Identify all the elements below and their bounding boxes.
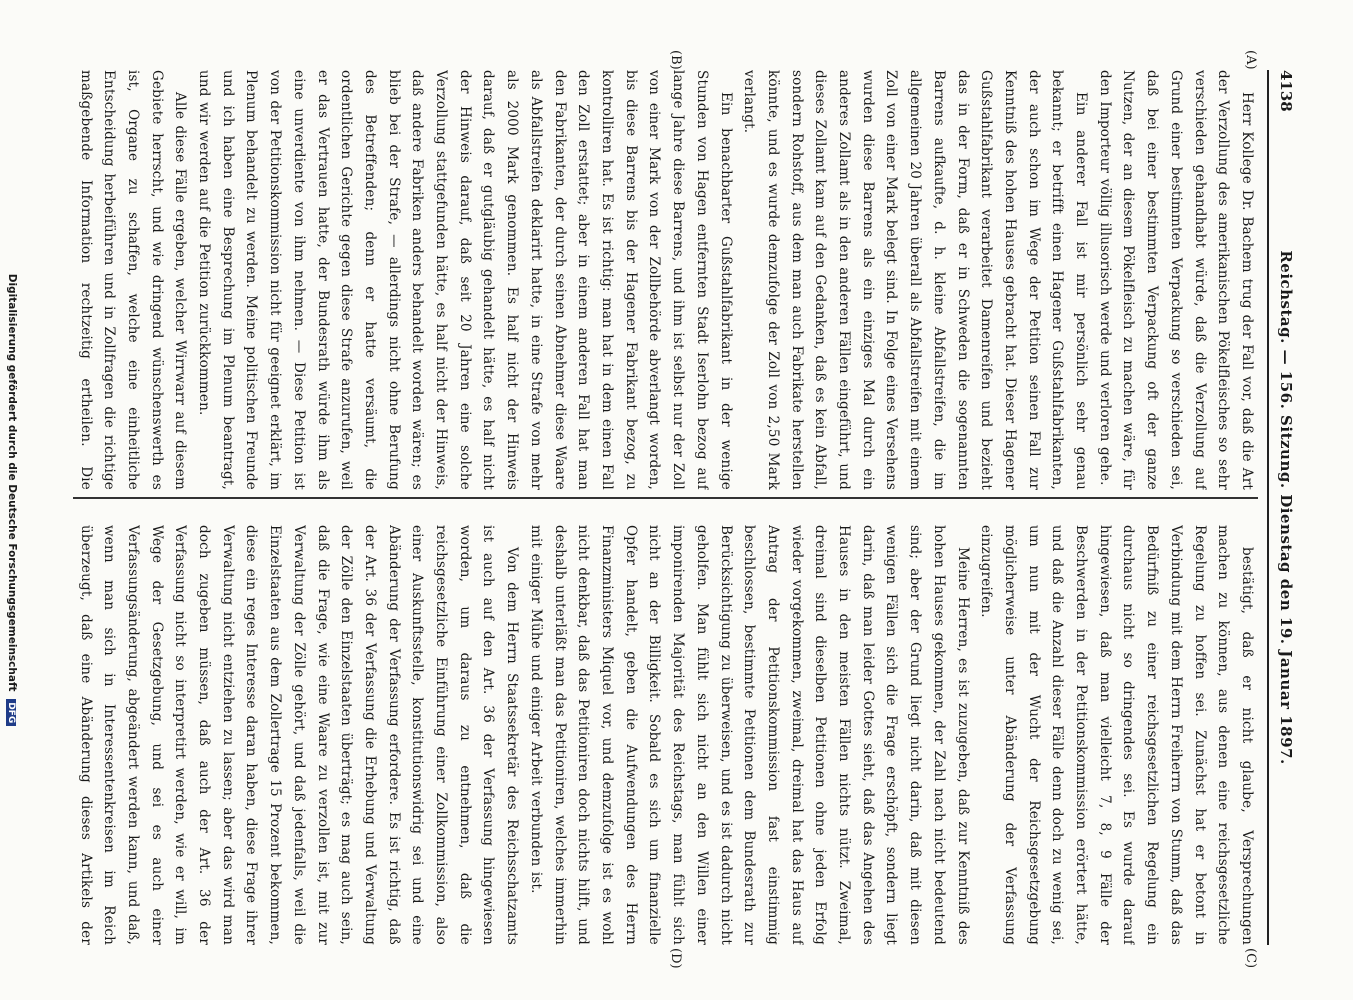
paragraph: Ein benachbarter Gußstahlfabrikant in der wenige Stunden von Hagen entfernten Stadt Iserlohn bezog auf lange Jahre diese Barrens, und ihm ist selbst nur der Zoll von einer Mark von der Zollbehörde abverlangt worden, bis diese Barrens bis der Hagener Fabrikant bezog, zu kontrolliren hat. Es ist richtig: man hat in dem einen Fall den Zoll erstattet; aber in einem anderen Fall hat man den Fabrikanten, der durch seinen Abnehmer diese Waare als Abfallstreifen deklarirt hatte, in eine Strafe von mehr als 2000 Mark genommen. Es half nicht der Hinweis darauf, daß er gutgläubig gehandelt hätte, es half nicht der Hinweis darauf, daß seit 20 Jahren eine solche Verzollung stattgefunden hätte, es half nicht der Hinweis, daß andere Fabriken anders behandelt worden wären; es blieb bei der Strafe, — allerdings nicht ohne Berufung des Betreffenden; denn er hatte versäumt, die ordentlichen Gerichte gegen diese Strafe anzurufen, weil er das Vertrauen hatte, der Bundesrath würde ihm als eine unverdiente von ihm nehmen. — Diese Petition ist von der Petitionskommission nicht für geeignet erklärt, im Plenum behandelt zu werden. Meine politischen Freunde und ich haben eine Besprechung im Plenum beantragt, und wir werden auf die Petition zurückkommen.: [196, 70, 734, 490]
dfg-logo: DFG: [6, 699, 16, 726]
paragraph: bestätigt, daß er nicht glaube, Versprechungen machen zu können, aus denen eine reichsgesetzliche Regelung zu hoffen sei. Zunächst hat er betont in Verbindung mit dem Herrn Freiherrn von Stumm, daß das Bedürfniß zu einer reichsgesetzlichen Regelung ein durchaus nicht so dringendes sei. Es wurde darauf hingewiesen, daß man vielleicht 7, 8, 9 Fälle der Beschwerden in der Petitionskommission erörtert hätte, und daß die Anzahl dieser Fälle denn doch zu wenig sei, um nun mit der Wucht der Reichsgesetzgebung möglicherweise unter Abänderung der Verfassung einzugreifen.: [978, 525, 1255, 945]
digitization-credit: [6, 0, 18, 1000]
page-title: Reichstag. — 156. Sitzung. Dienstag den 19. Januar 1897.: [1277, 250, 1295, 765]
margin-marker-b: (B): [668, 50, 683, 70]
paragraph: Alle diese Fälle ergeben, welcher Wirrwarr auf diesem Gebiete herrscht, und wie dringend wünschenswerth es ist, Organe zu schaffen, welche eine einheitliche Entscheidung herbeiführen und in Zollfragen die richtige maßgebende Information rechtzeitig ertheilen. Die: [77, 70, 189, 490]
paragraph: Von dem Herrn Staatssekretär des Reichsschatzamts ist auch auf den Art. 36 der Verfassung hingewiesen worden, um daraus zu entnehmen, daß die reichsgesetzliche Einführung einer Zollkommission, also einer Auskunftsstelle, konstitutionswidrig sei und eine Abänderung der Verfassung erfordere. Es ist richtig, daß der Art. 36 der Verfassung die Erhebung und Verwaltung der Zölle den Einzelstaaten überträgt; es mag auch sein, daß die Frage, wie eine Waare zu verzollen ist, mit zur Verwaltung der Zölle gehört, und daß jedenfalls, weil die Einzelstaaten aus dem Zollertrage 15 Prozent bekommen, diese ein reges Interesse daran haben, diese Frage ihrer Verwaltung nicht entziehen zu lassen; aber das wird man doch zugeben müssen, daß auch der Art. 36 der Verfassung nicht so interpretirt werden, wie er will, im Wege der Gesetzgebung, und sei es auch einer Verfassungsänderung, abgeändert werden kann, und daß, wenn man sich in Interessentenkreisen im Reich überzeugt, daß eine Abänderung dieses Artikels der: [77, 525, 521, 945]
paragraph: Ein anderer Fall ist mir persönlich sehr genau bekannt; er betrifft einen Hagener Gußstahlfabrikanten, der auch schon im Wege der Petition seinen Fall zur Kenntniß des hohen Hauses gebracht hat. Dieser Hagener Gußstahlfabrikant verarbeitet Damenreifen und bezieht das in der Form, daß er in Schweden die sogenannten Barrens aufkaufte, d. h. kleine Abfallstreifen, die im allgemeinen 20 Jahren überall als Abfallstreifen mit einem Zoll von einer Mark belegt sind. In Folge eines Versehens wurden diese Barrens als ein einziges Mal durch ein anderes Zollamt als in den anderen Fällen eingeführt, und dieses Zollamt kam auf den Gedanken, daß es kein Abfall, sondern Rohstoff, aus dem man auch Fabrikate herstellen könnte, und es wurde demzufolge der Zoll von 2,50 Mark verlangt.: [741, 70, 1090, 490]
margin-marker-c: (C): [1243, 948, 1258, 969]
paragraph: Meine Herren, es ist zuzugeben, daß zur Kenntniß des hohen Hauses gekommen, der Zahl nach nicht bedeutend sind; aber der Grund liegt nicht darin, daß mit diesen wenigen Fällen sich die Frage erschöpft, sondern liegt darin, daß man leider Gottes sieht, daß das Angehen des Hauses in den meisten Fällen nichts nützt. Zweimal, dreimal sind dieselben Petitionen ohne jeden Erfolg wieder vorgekommen, zweimal, dreimal hat das Haus auf Antrag der Petitionskommission fast einstimmig beschlossen, bestimmte Petitionen dem Bundesrath zur Berücksichtigung zu überweisen, und es ist dadurch nicht geholfen. Man fühlt sich nicht an den Willen einer imponirenden Majorität des Reichstags, man fühlt sich nicht an der Billigkeit. Sobald es sich um finanzielle Opfer handelt, geben die Aufwendungen des Herrn Finanzministers Miquel vor, und demzufolge ist es wohl nicht denkbar, daß das Petitioniren doch nichts hilft, und deshalb unterläßt man das Petitioniren, welches immerhin mit einiger Mühe und einiger Arbeit verbunden ist.: [527, 525, 971, 945]
paragraph: Herr Kollege Dr. Bachem trug der Fall vor, daß die Art der Verzollung des amerikanischen Pökelfleisches so sehr verschieden gehandhabt würde, daß die Verzollung auf Grund einer bestimmten Verpackung so verschieden sei, daß bei einer bestimmten Verpackung oft der ganze Nutzen, der an diesem Pökelfleisch zu machen wäre, für den Importeur völlig illusorisch werde und verloren gehe.: [1096, 70, 1255, 490]
margin-marker-d: (D): [668, 948, 683, 969]
right-column: [73, 525, 1258, 945]
page-number: 4138: [1277, 70, 1295, 112]
left-column: [73, 70, 1258, 490]
credit-text: Digitalisierung gefördert durch die Deutsche Forschungsgemeinschaft: [6, 273, 18, 692]
margin-marker-a: (A): [1243, 50, 1258, 70]
column-divider: [73, 497, 1258, 499]
page-header: [1267, 70, 1303, 945]
